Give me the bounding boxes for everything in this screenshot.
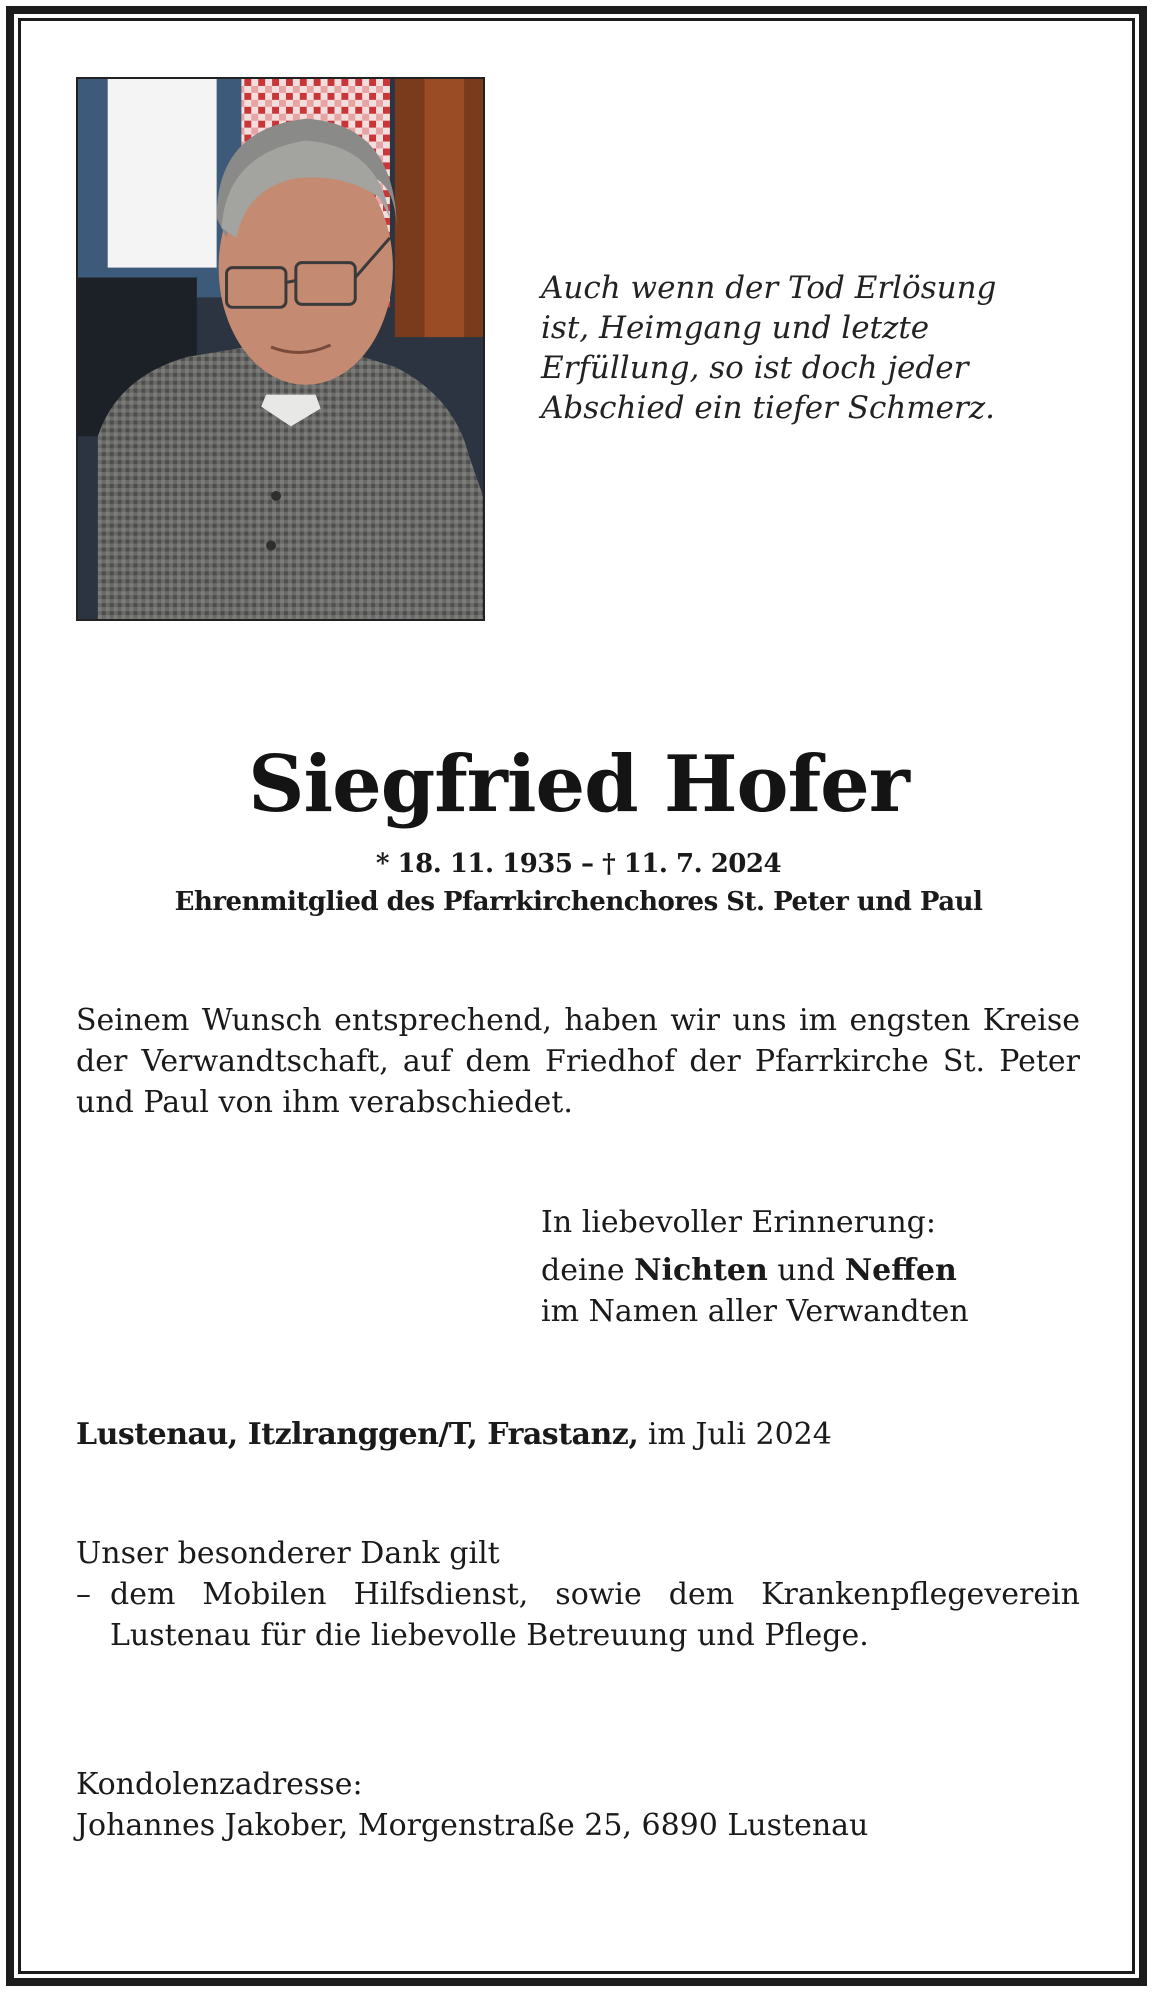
remembrance-block: [541, 1202, 1061, 1332]
relatives-line: im Namen aller Verwandten: [541, 1294, 969, 1329]
quote-line: Erfüllung, so ist doch jeder: [541, 350, 969, 386]
portrait-image: [78, 79, 483, 619]
life-dates: * 18. 11. 1935 – † 11. 7. 2024: [375, 849, 782, 879]
condolence-address: [76, 1764, 1076, 1846]
condolence-label: Kondolenzadresse:: [76, 1767, 363, 1802]
thanks-item-line: dem Mobilen Hilfsdienst, sowie dem Krankenpflegeverein: [110, 1577, 1080, 1612]
mourners-prefix: deine: [541, 1253, 635, 1288]
memorial-quote: [541, 268, 1061, 428]
announcement-line: und Paul von ihm verabschiedet.: [76, 1085, 573, 1120]
nephews-label: Neffen: [844, 1253, 957, 1288]
deceased-name: Siegfried Hofer: [248, 739, 909, 830]
mourners-line: [541, 1250, 1061, 1291]
thanks-heading: Unser besonderer Dank gilt: [76, 1536, 500, 1571]
announcement-text: [76, 1000, 1080, 1123]
thanks-item: [76, 1574, 1080, 1656]
quote-line: Abschied ein tiefer Schmerz.: [541, 390, 996, 426]
places: Lustenau, Itzlranggen/T, Frastanz,: [76, 1417, 639, 1452]
announcement-line: Seinem Wunsch entsprechend, haben wir uns im engsten Kreise: [76, 1003, 1080, 1038]
quote-line: ist, Heimgang und letzte: [541, 310, 930, 346]
mourners-conjunction: und: [767, 1253, 845, 1288]
list-dash: –: [76, 1577, 91, 1612]
thanks-item-text: [110, 1574, 1080, 1656]
portrait-photo: [76, 77, 485, 621]
thanks-block: [76, 1533, 1080, 1656]
remembrance-heading: In liebevoller Erinnerung:: [541, 1205, 936, 1240]
place-date-line: [76, 1414, 1076, 1455]
thanks-item-line: Lustenau für die liebevolle Betreuung und Pflege.: [110, 1618, 869, 1653]
quote-line: Auch wenn der Tod Erlösung: [541, 270, 997, 306]
nieces-label: Nichten: [634, 1253, 768, 1288]
condolence-address-text: Johannes Jakober, Morgenstraße 25, 6890 Lustenau: [76, 1808, 869, 1843]
honorary-role: Ehrenmitglied des Pfarrkirchenchores St. Peter und Paul: [174, 887, 983, 917]
announcement-line: der Verwandtschaft, auf dem Friedhof der Pfarrkirche St. Peter: [76, 1044, 1080, 1079]
month-year: im Juli 2024: [638, 1417, 832, 1452]
